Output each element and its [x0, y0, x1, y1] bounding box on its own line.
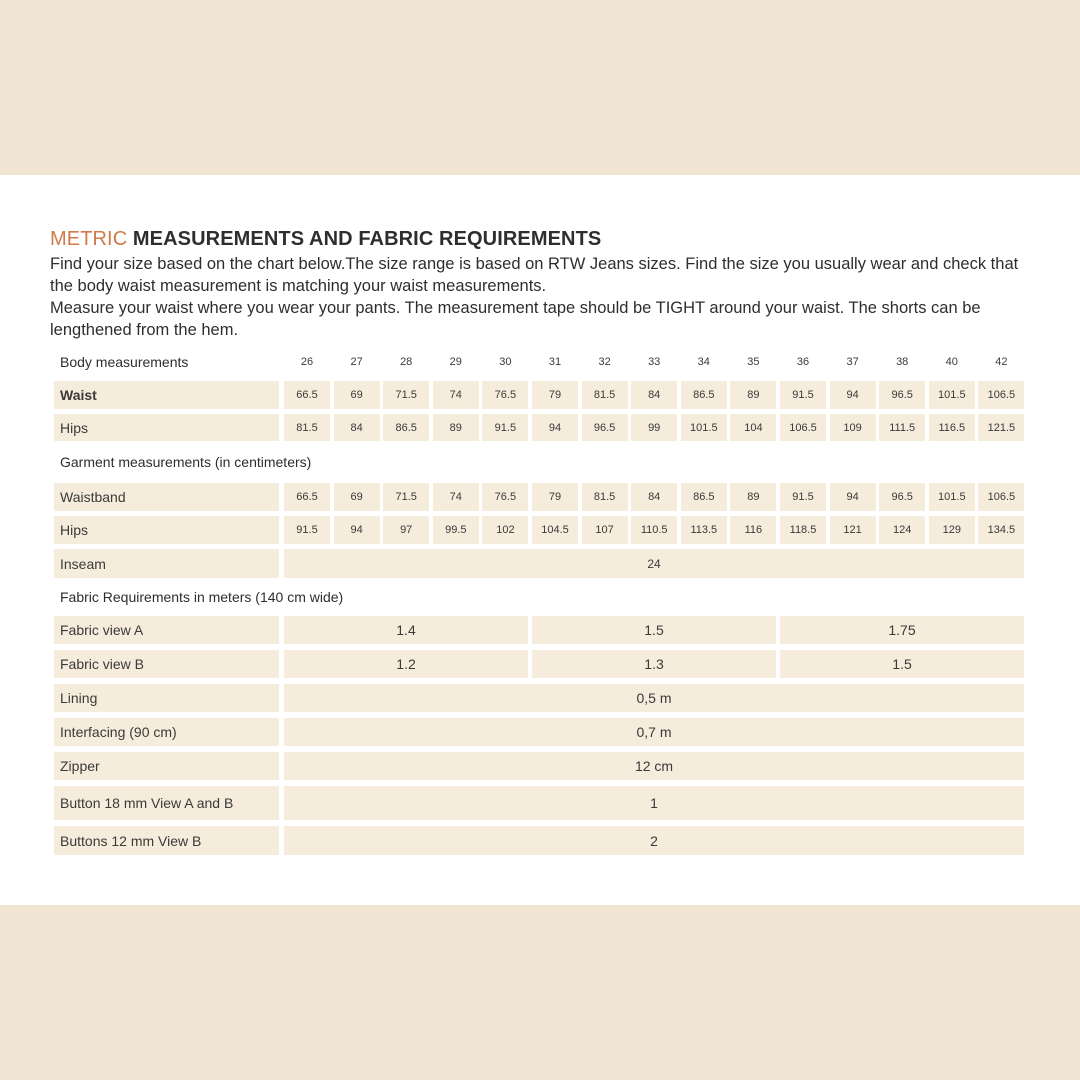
- body-waist-cell: 69: [334, 381, 380, 409]
- garment-waistband-cell: 89: [730, 483, 776, 511]
- garment-waistband-label: Waistband: [54, 483, 279, 511]
- garment-hips-cell: 129: [929, 516, 975, 544]
- garment-hips-cell: 110.5: [631, 516, 677, 544]
- garment-hips-cell: 107: [582, 516, 628, 544]
- body-waist-cell: 91.5: [780, 381, 826, 409]
- lining-label: Lining: [54, 684, 279, 712]
- garment-hips-cell: 99.5: [433, 516, 479, 544]
- garment-hips-cell: 94: [334, 516, 380, 544]
- garment-waistband-cell: 76.5: [482, 483, 528, 511]
- garment-waistband-cell: 69: [334, 483, 380, 511]
- measurements-table: [0, 175, 1080, 905]
- body-hips-cell: 86.5: [383, 414, 429, 441]
- garment-waistband-cell: 66.5: [284, 483, 330, 511]
- fabric-view-a-value: 1.4: [284, 616, 528, 644]
- garment-waistband-cell: 94: [830, 483, 876, 511]
- button-18mm-label: Button 18 mm View A and B: [54, 786, 279, 820]
- body-waist-cell: 79: [532, 381, 578, 409]
- garment-hips-cell: 116: [730, 516, 776, 544]
- body-hips-cell: 116.5: [929, 414, 975, 441]
- garment-hips-cell: 134.5: [978, 516, 1024, 544]
- body-hips-cell: 99: [631, 414, 677, 441]
- title-accent: METRIC: [50, 228, 128, 250]
- body-waist-cell: 84: [631, 381, 677, 409]
- garment-waistband-cell: 81.5: [582, 483, 628, 511]
- intro-paragraph-2: Measure your waist where you wear your pants. The measurement tape should be TIGHT around your waist. The shorts can be lengthened from the hem.: [50, 299, 981, 339]
- size-header: 42: [995, 356, 1008, 368]
- garment-hips-cell: 91.5: [284, 516, 330, 544]
- size-header: 32: [598, 356, 611, 368]
- zipper-label: Zipper: [54, 752, 279, 780]
- garment-hips-cell: 118.5: [780, 516, 826, 544]
- buttons-12mm-label: Buttons 12 mm View B: [54, 826, 279, 855]
- garment-hips-cell: 97: [383, 516, 429, 544]
- intro-paragraph-1: Find your size based on the chart below.The size range is based on RTW Jeans sizes. Find the size you usually wear and check that the body waist measurement is matching your waist measurements.: [50, 255, 1019, 295]
- body-hips-cell: 94: [532, 414, 578, 441]
- fabric-view-b-value: 1.2: [284, 650, 528, 678]
- body-hips-label: Hips: [54, 414, 279, 441]
- body-hips-cell: 101.5: [681, 414, 727, 441]
- size-header: 31: [548, 356, 562, 368]
- body-hips-cell: 81.5: [284, 414, 330, 441]
- garment-waistband-cell: 74: [433, 483, 479, 511]
- buttons-12mm-value: 2: [284, 826, 1024, 855]
- garment-waistband-cell: 79: [532, 483, 578, 511]
- body-hips-cell: 121.5: [978, 414, 1024, 441]
- garment-waistband-cell: 101.5: [929, 483, 975, 511]
- size-header: 38: [896, 356, 909, 368]
- garment-waistband-cell: 91.5: [780, 483, 826, 511]
- size-header: 29: [449, 356, 462, 368]
- garment-waistband-cell: 106.5: [978, 483, 1024, 511]
- fabric-view-b-label: Fabric view B: [54, 650, 279, 678]
- body-hips-cell: 106.5: [780, 414, 826, 441]
- fabric-view-a-label: Fabric view A: [54, 616, 279, 644]
- garment-hips-label: Hips: [54, 516, 279, 544]
- size-header: 36: [796, 356, 810, 368]
- fabric-view-b-value: 1.3: [532, 650, 776, 678]
- body-hips-cell: 111.5: [879, 414, 925, 441]
- size-header: 37: [846, 356, 859, 368]
- garment-inseam-label: Inseam: [54, 549, 279, 578]
- body-waist-cell: 86.5: [681, 381, 727, 409]
- interfacing-value: 0,7 m: [284, 718, 1024, 746]
- garment-hips-cell: 102: [482, 516, 528, 544]
- garment-hips-cell: 113.5: [681, 516, 727, 544]
- body-waist-cell: 101.5: [929, 381, 975, 409]
- garment-hips-cell: 104.5: [532, 516, 578, 544]
- interfacing-label: Interfacing (90 cm): [54, 718, 279, 746]
- body-hips-cell: 109: [830, 414, 876, 441]
- body-hips-cell: 89: [433, 414, 479, 441]
- size-header: 33: [648, 356, 661, 368]
- body-waist-cell: 66.5: [284, 381, 330, 409]
- button-18mm-value: 1: [284, 786, 1024, 820]
- body-hips-cell: 91.5: [482, 414, 528, 441]
- body-waist-cell: 81.5: [582, 381, 628, 409]
- body-waist-cell: 89: [730, 381, 776, 409]
- garment-waistband-cell: 86.5: [681, 483, 727, 511]
- size-header: 26: [300, 356, 314, 368]
- zipper-value: 12 cm: [284, 752, 1024, 780]
- garment-waistband-cell: 71.5: [383, 483, 429, 511]
- body-waist-cell: 74: [433, 381, 479, 409]
- body-hips-cell: 96.5: [582, 414, 628, 441]
- size-chart-card: [0, 175, 1080, 905]
- fabric-requirements-title: Fabric Requirements in meters (140 cm wide): [60, 589, 344, 605]
- garment-waistband-cell: 84: [631, 483, 677, 511]
- body-waist-cell: 106.5: [978, 381, 1024, 409]
- body-measurements-title: Body measurements: [60, 354, 189, 370]
- garment-waistband-cell: 96.5: [879, 483, 925, 511]
- size-header: 27: [350, 356, 363, 368]
- body-waist-cell: 76.5: [482, 381, 528, 409]
- body-hips-cell: 104: [730, 414, 776, 441]
- fabric-view-a-value: 1.75: [780, 616, 1024, 644]
- lining-value: 0,5 m: [284, 684, 1024, 712]
- body-waist-cell: 94: [830, 381, 876, 409]
- size-header: 30: [499, 356, 512, 368]
- garment-hips-cell: 124: [879, 516, 925, 544]
- garment-hips-cell: 121: [830, 516, 876, 544]
- garment-measurements-title: Garment measurements (in centimeters): [60, 454, 312, 470]
- size-header: 28: [400, 356, 413, 368]
- size-header: 35: [747, 356, 760, 368]
- body-waist-cell: 71.5: [383, 381, 429, 409]
- body-hips-cell: 84: [334, 414, 380, 441]
- fabric-view-b-value: 1.5: [780, 650, 1024, 678]
- size-header: 34: [697, 356, 710, 368]
- title-rest: MEASUREMENTS AND FABRIC REQUIREMENTS: [127, 228, 602, 250]
- body-waist-label: Waist: [54, 381, 279, 409]
- garment-inseam-value: 24: [284, 549, 1024, 578]
- fabric-view-a-value: 1.5: [532, 616, 776, 644]
- size-header: 40: [945, 356, 958, 368]
- body-waist-cell: 96.5: [879, 381, 925, 409]
